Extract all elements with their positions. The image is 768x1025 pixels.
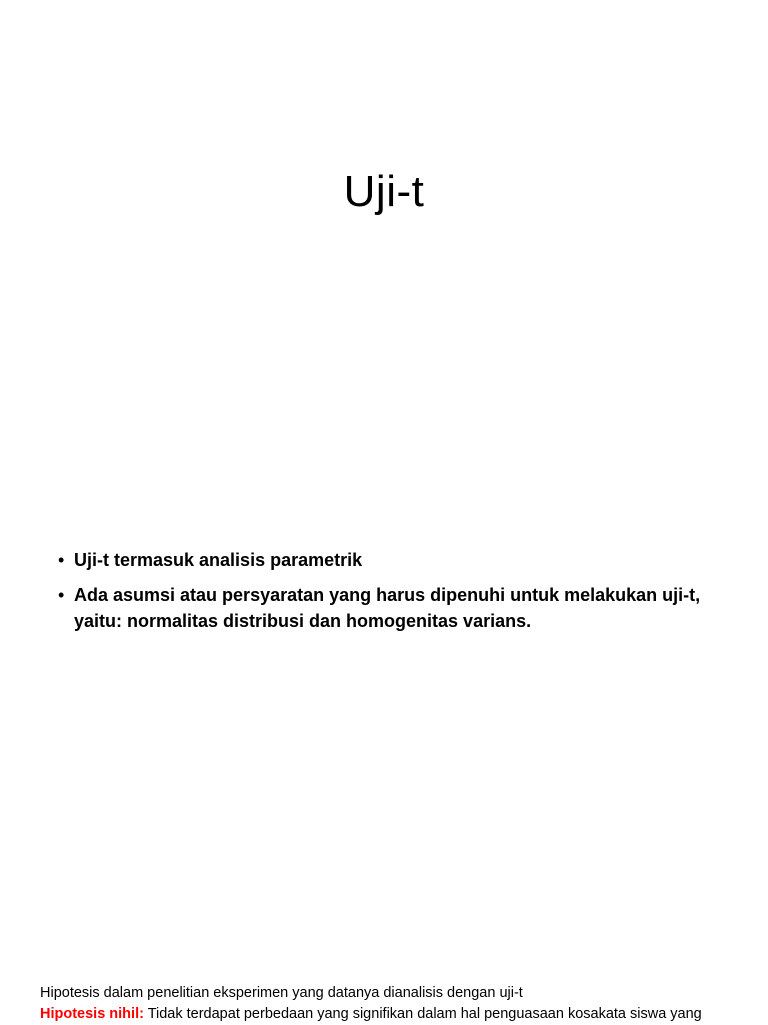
slide-title: Uji-t xyxy=(343,167,425,216)
footer-notes xyxy=(40,983,760,1025)
hypothesis-text: Tidak terdapat perbedaan yang signifikan dalam hal penguasaan kosakata siswa yang xyxy=(143,1006,702,1022)
bullet-text: Uji-t termasuk analisis parametrik xyxy=(74,550,363,570)
bullet-item xyxy=(58,582,738,634)
bullet-list xyxy=(58,547,738,643)
bullet-item xyxy=(58,547,738,573)
hypothesis-label: Hipotesis nihil: xyxy=(40,1006,144,1022)
bullet-text: Ada asumsi atau persyaratan yang harus dipenuhi untuk melakukan uji-t, yaitu: normalitas distribusi dan homogenitas varians. xyxy=(74,585,701,631)
footer-line-intro: Hipotesis dalam penelitian eksperimen yang datanya dianalisis dengan uji-t xyxy=(40,985,523,1001)
footer-line-hypothesis xyxy=(40,1004,760,1025)
bullet-marker: • xyxy=(58,550,65,570)
bullet-marker: • xyxy=(58,585,65,605)
